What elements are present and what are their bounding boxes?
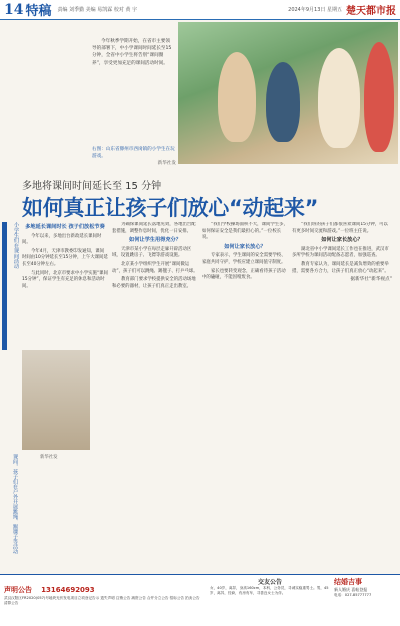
ad-title: 声明公告	[4, 586, 32, 594]
ad-title: 结婚吉事	[334, 578, 362, 586]
ad-title: 交友公告	[257, 579, 282, 586]
photo-caption: 右图：山东省滕州市西岗镇的小学生在玩游戏。 新华社发	[92, 147, 176, 166]
secondary-photo-credit: 新华社发	[40, 455, 58, 460]
staff-credit: 责编 刘季勤 美编 易凯霖 校对 黄 宇	[57, 7, 138, 13]
ad-body: 女，40岁，离异，身高160cm，本科，公务员，寻诚实稳重男士。男，45岁，离异，经商，有房有车，寻善良女士为伴。	[210, 586, 329, 595]
ad-notices	[4, 577, 204, 625]
child-figure	[218, 52, 256, 142]
article-paragraph: 北京某小学组织学生开展“课间微运动”，孩子们可以跳绳、踢毽子、打乒乓球。	[112, 261, 198, 274]
photo-credit: 新华社发	[157, 161, 176, 166]
issue-date: 2024年9月13日 星期五	[288, 7, 342, 13]
article-paragraph: 教育专家认为，课间延长是减负增效的重要举措，需要各方合力，让孩子们真正放心“动起来”。	[292, 261, 389, 274]
article-subheading: 如何让学生用得充分？	[129, 237, 181, 244]
article-paragraph: 天津市某小学在每层走廊开辟活动区域，设置跳房子、飞镖等游戏设施。	[112, 246, 192, 259]
side-vertical-text: 小学生们在课间活动	[13, 222, 19, 269]
ad-strip	[0, 574, 400, 626]
article-paragraph: “我们学校操场面积不大，课间学生多，如何保证安全是我们最担心的。”一位校长说。	[202, 222, 288, 241]
secondary-photo-caption: 课间，孩子们在户外开展跳绳、踢毽子等活动	[12, 454, 18, 554]
byline: 据新华社“新华视点”	[350, 277, 392, 283]
article-paragraph: 专家表示，学生课间的安全需要学校、家庭共同守护，学校应建立课间值守制度。	[202, 253, 286, 265]
ad-subtitle: 新人婚庆 喜帖登报	[334, 587, 368, 592]
child-figure	[266, 62, 300, 142]
kicker: 多地将课间时间延长至 15 分钟	[22, 181, 162, 192]
section-title: 特稿	[25, 4, 52, 19]
ad-body: 电话：027-85777777	[334, 593, 372, 597]
headline: 如何真正让孩子们放心“动起来”	[22, 196, 319, 220]
article-column-4	[292, 222, 392, 570]
page-number: 14	[4, 1, 24, 18]
article-column-3	[202, 222, 288, 570]
child-figure	[318, 48, 360, 148]
article-subheading: 多地延长课间时长 孩子们放松节奏	[25, 224, 105, 230]
child-figure	[364, 42, 394, 152]
article-paragraph: 家长也要转变观念，正确看待孩子活动中的磕碰，不能因噎废食。	[202, 268, 286, 281]
article-paragraph: 今年以来，多地出台新政延长课间时间。	[22, 233, 102, 246]
article-column-1	[22, 222, 108, 570]
article-paragraph: “我们班的孩子们都很喜欢课间15分钟，可以有更多时间交流和游戏。”一位班主任说。	[292, 222, 388, 234]
ad-wedding	[334, 577, 396, 625]
article-paragraph: 湖北省中小学课间延长工作也在推进，武汉市多所学校为课间活动配备志愿者，加强巡查。	[292, 246, 389, 259]
main-photo	[178, 22, 398, 164]
side-rail	[0, 222, 20, 350]
article-subheading: 如何让家长放心？	[224, 243, 266, 250]
newspaper-brand: 楚天都市报	[346, 6, 396, 17]
lead-paragraph: 今年秋季学期开始，在省市主要领导的部署下，中小学课间时间延长至15分钟，全省中小学生将告别“课间圈养”，享受更加充足的课间活动时间。	[92, 39, 172, 66]
page-header	[0, 0, 400, 20]
side-bar	[2, 222, 7, 350]
article-paragraph: 为确保课间延长落地见效，各地出台配套措施，调整作息时间，优化一日安排。	[112, 222, 196, 234]
ad-dating	[210, 577, 330, 625]
article-subheading: 如何让家长放心？	[321, 237, 363, 244]
ad-phone: 13164692093	[41, 586, 95, 594]
article-paragraph: 与此同时，北京市要求中小学实施“课间15分钟”，保证学生有充足的休息和活动时间。	[22, 270, 108, 289]
article-paragraph: 今年4月，天津市教委印发通知，课间时间由10分钟延长至15分钟，上午大课间延长至40分钟左右。	[22, 248, 108, 267]
ad-body: 武汉汉阳区FR2020(057)号地块光伏发电项目立项登记告示 遗失声明 注销公告 减资公告 合并分立公告 招标公告 拍卖公告 清算公告	[4, 596, 200, 605]
article-paragraph: 教育部门要求学校提供安全的活动场地和必要的器材，让孩子们真正走出教室。	[112, 277, 196, 289]
article-column-2	[112, 222, 198, 570]
